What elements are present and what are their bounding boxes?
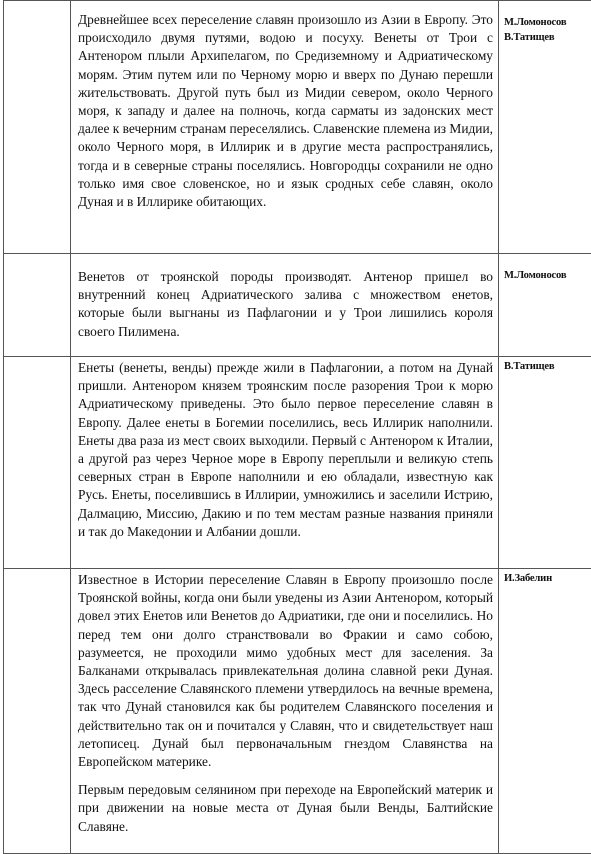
table-row [4,254,591,357]
author-name: И.Забелин [504,571,589,586]
empty-cell [4,1,71,254]
text-cell [71,357,499,569]
table-row [4,569,591,854]
empty-cell [4,569,71,854]
text-paragraph: Древнейшее всех переселение славян произошло из Азии в Европу. Это происходило двумя путями, водою и посуху. Венеты от Трои с Антенором плыли Архипелагом, по Средиземному и Адриатическому морям. Этим путем или по Черному морю и вверх по Дунаю перешли жительствовать. Другой путь был из Мидии севером, около Черного моря, к западу и далее на полночь, когда сарматы из задонских мест далее к вечерним странам переселялись. Славенские племена из Мидии, около Черного моря, в Иллирик и в другие места распространялись, тогда и в северные страны поселялись. Новгородцы сохранили не одно только имя свое словенское, но и язык сродных себе славян, около Дуная и в Иллирике обитающих. [78,11,493,211]
text-cell [71,254,499,357]
table-row [4,1,591,254]
empty-cell [4,357,71,569]
text-paragraph: Енеты (венеты, венды) прежде жили в Пафлагонии, а потом на Дунай пришли. Антенором князем троянским после разорения Трои к морю Адриатическому приведены. Это было первое переселение славян в Европу. Далее енеты в Богемии поселились, весь Иллирик наполнили. Енеты два раза из мест своих выходили. Первый с Антенором к Италии, а другой раз через Черное море в Европу переплыли и великую степь северных стран в Европе наполнили и ею обладали, известную как Русь. Енеты, поселившись в Иллирии, умножились и заселили Истрию, Далмацию, Миссию, Дакию и по тем местам разные названия приняли и так до Македонии и Албании дошли. [78,359,493,541]
sources-table [3,0,591,854]
author-cell [499,254,591,357]
text-paragraph: Первым передовым селянином при переходе на Европейский материк и при движении на новые места от Дуная были Венды, Балтийские Славяне. [78,781,493,836]
table-row [4,357,591,569]
text-paragraph: Известное в Истории переселение Славян в Европу произошло после Троянской войны, когда они были уведены из Азии Антенором, который довел этих Енетов или Венетов до Адриатики, где они и поселились. Но перед тем они долго странствовали во Фракии и само собою, разумеется, не проходили мимо удобных мест для заселения. За Балканами открывалась привлекательная долина славной реки Дуная. Здесь расселение Славянского племени утвердилось на вечные времена, так что Дунай становился как бы родителем Славянского поселения и действительно так он и почитался у Славян, что и свидетельствует наш летописец. Дунай был первоначальным гнездом Славянства на Европейском материке. [78,571,493,771]
text-cell [71,569,499,854]
text-paragraph: Венетов от троянской породы производят. Антенор пришел во внутренний конец Адриатического залива с множеством енетов, которые были выгнаны из Пафлагонии и у Трои лишились короля своего Пилимена. [78,268,493,341]
author-name: В.Татищев [504,30,589,45]
author-name: М.Ломоносов [504,268,589,283]
author-name: В.Татищев [504,359,589,374]
empty-cell [4,254,71,357]
author-cell [499,569,591,854]
author-cell [499,357,591,569]
text-cell [71,1,499,254]
author-cell [499,1,591,254]
author-name: М.Ломоносов [504,15,589,30]
